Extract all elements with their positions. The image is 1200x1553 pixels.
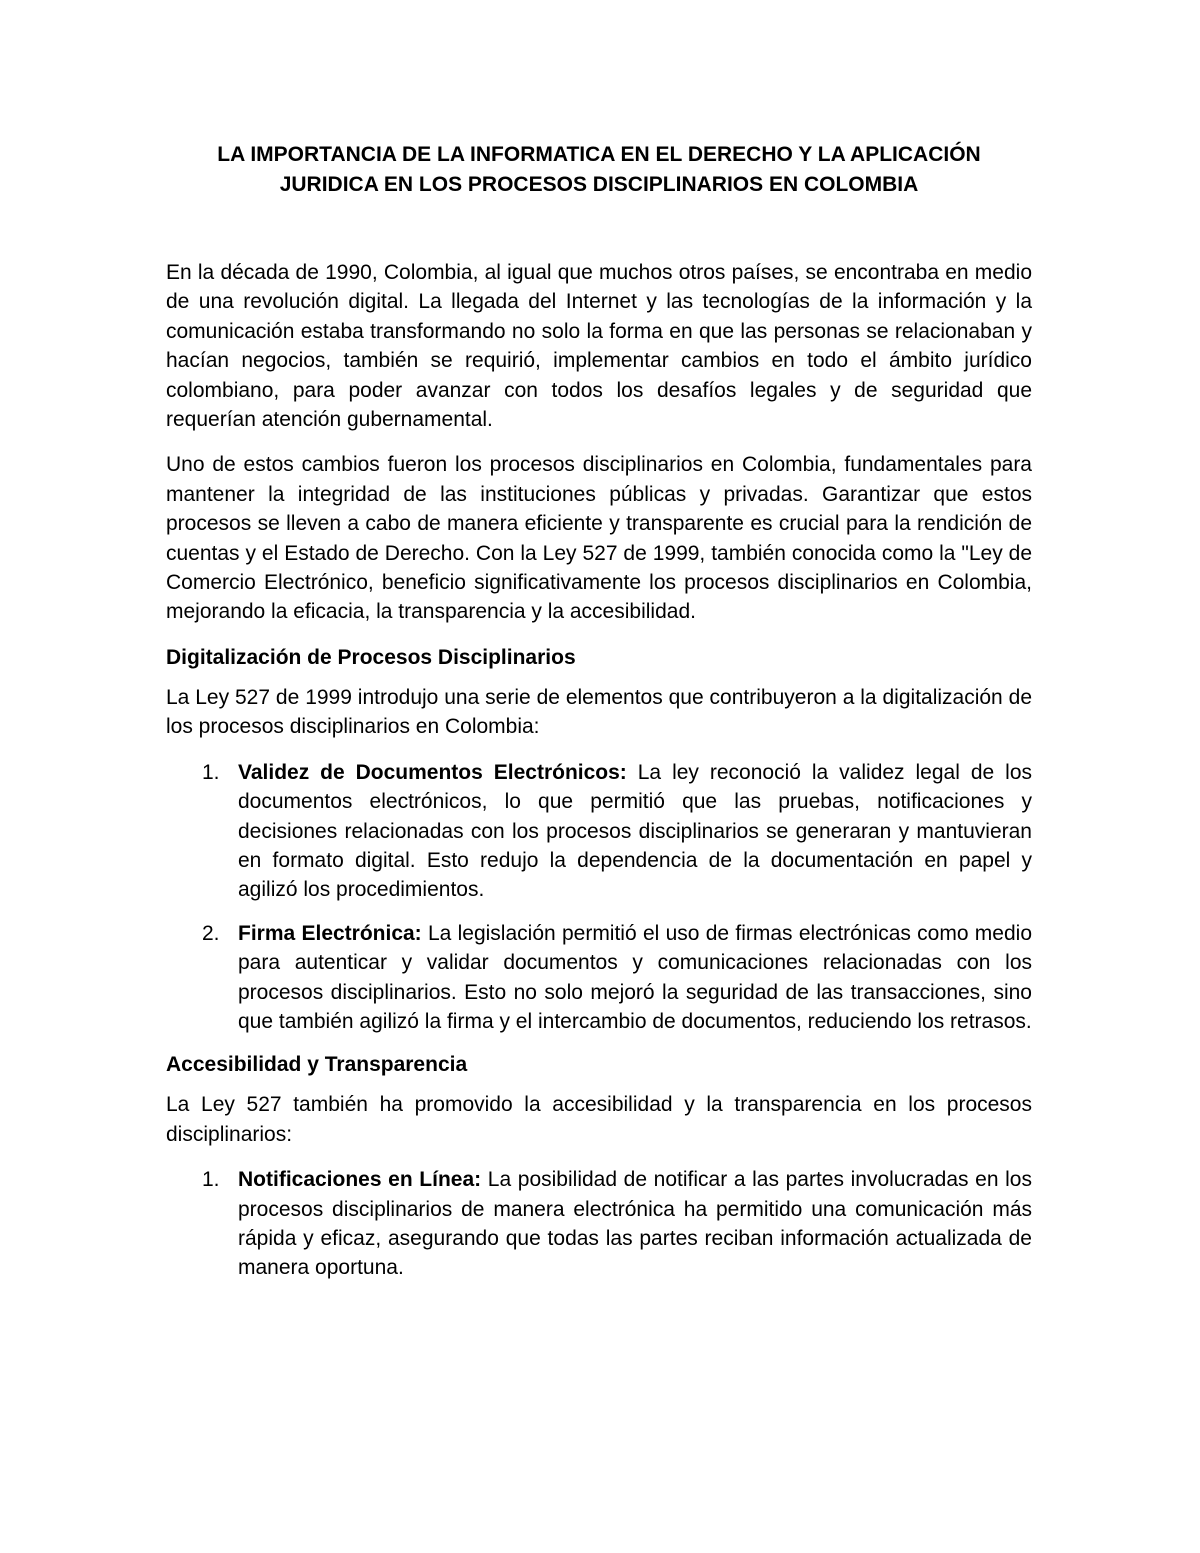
list-item-term: Notificaciones en Línea: [238,1168,482,1192]
list-item-term: Validez de Documentos Electrónicos: [238,760,627,784]
list-item-text: La ley reconoció la validez legal de los documentos electrónicos, lo que permitió que las pruebas, notificaciones y decisiones relacionadas con los procesos disciplinarios se generaran y mantuvieran en formato digital. Esto redujo la dependencia de la documentación en papel y agilizó los procedimientos. [238,760,1032,902]
list-item-number: 2. [202,921,220,945]
document-title [166,140,1032,200]
numbered-list-accesibilidad [166,1165,1032,1283]
list-item-number: 1. [202,760,220,784]
numbered-list-digitalizacion [166,758,1032,1037]
intro-paragraph-2: Uno de estos cambios fueron los procesos disciplinarios en Colombia, fundamentales para mantener la integridad de las instituciones públicas y privadas. Garantizar que estos procesos se lleven a cabo de manera eficiente y transparente es crucial para la rendición de cuentas y el Estado de Derecho. Con la Ley 527 de 1999, también conocida como la "Ley de Comercio Electrónico, beneficio significativamente los procesos disciplinarios en Colombia, mejorando la eficacia, la transparencia y la accesibilidad. [166,453,1032,624]
list-item-term: Firma Electrónica: [238,921,422,945]
title-line-1: LA IMPORTANCIA DE LA INFORMATICA EN EL DERECHO Y LA APLICACIÓN [217,143,981,166]
intro-paragraph-1: En la década de 1990, Colombia, al igual que muchos otros países, se encontraba en medio de una revolución digital. La llegada del Internet y las tecnologías de la información y la comunicación estaba transformando no solo la forma en que las personas se relacionaban y hacían negocios, también se requirió, implementar cambios en todo el ámbito jurídico colombiano, para poder avanzar con todos los desafíos legales y de seguridad que requerían atención gubernamental. [166,261,1032,432]
section-intro-digitalizacion: La Ley 527 de 1999 introdujo una serie de elementos que contribuyeron a la digitalización de los procesos disciplinarios en Colombia: [166,685,1032,739]
list-item-text: La posibilidad de notificar a las partes involucradas en los procesos disciplinarios de manera electrónica ha permitido una comunicación más rápida y eficaz, asegurando que todas las partes reciban información actualizada de manera oportuna. [238,1168,1032,1280]
list-item [166,1165,1032,1283]
list-item-number: 1. [202,1168,220,1192]
list-item [166,758,1032,905]
list-item [166,919,1032,1037]
section-heading-accesibilidad: Accesibilidad y Transparencia [166,1053,468,1077]
document-page [166,140,1032,1297]
list-item-text: La legislación permitió el uso de firmas electrónicas como medio para autenticar y validar documentos y comunicaciones relacionadas con los procesos disciplinarios. Esto no solo mejoró la seguridad de las transacciones, sino que también agilizó la firma y el intercambio de documentos, reduciendo los retrasos. [238,921,1032,1033]
section-heading-digitalizacion: Digitalización de Procesos Disciplinarios [166,645,576,669]
title-line-2: JURIDICA EN LOS PROCESOS DISCIPLINARIOS EN COLOMBIA [279,173,919,196]
section-intro-accesibilidad: La Ley 527 también ha promovido la accesibilidad y la transparencia en los procesos disciplinarios: [166,1093,1032,1146]
